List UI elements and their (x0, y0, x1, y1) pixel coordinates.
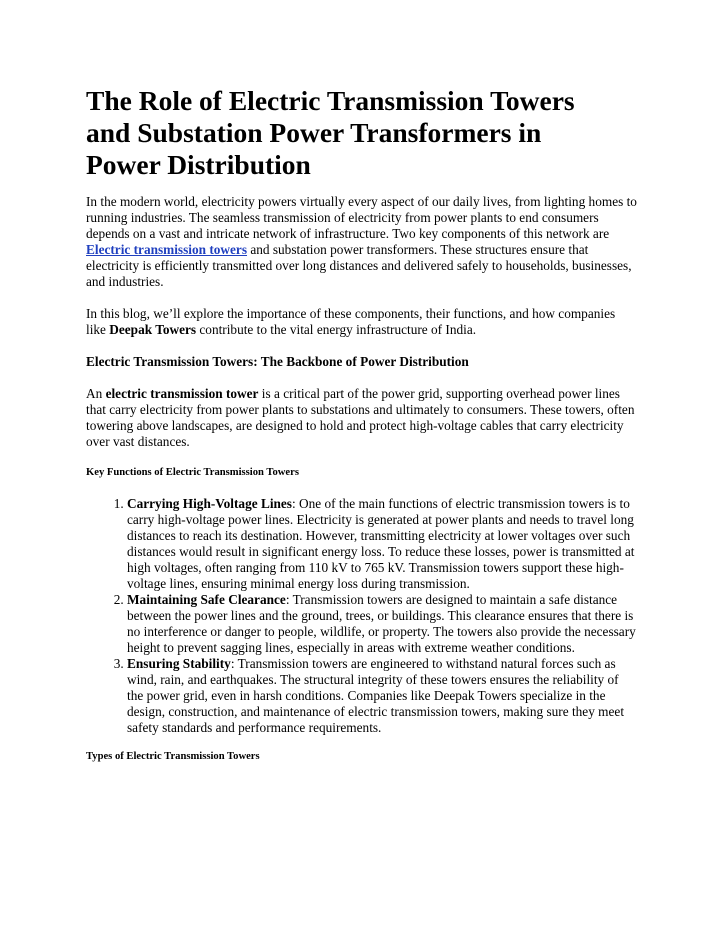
list-item-text: : Transmission towers are engineered to withstand natural forces such as wind, rain, and earthquakes. The structural integrity of these towers ensures the reliability of the power grid, even in harsh conditions. Companies like Deepak Towers specialize in the design, construction, and maintenance of electric transmission towers, making sure they meet safety standards and performance requirements. (127, 656, 625, 735)
blog-overview-paragraph (86, 306, 638, 338)
blog-text-after-bold: contribute to the vital energy infrastructure of India. (196, 322, 477, 337)
tower-text-after-bold: is a critical part of the power grid, supporting overhead power lines that carry electricity from power plants to substations and ultimately to consumers. These towers, often towering above landscapes, are designed to hold and protect high-voltage cables that carry electricity over vast distances. (86, 386, 635, 449)
deepak-towers-bold: Deepak Towers (109, 322, 197, 337)
list-item-title: Carrying High-Voltage Lines (127, 496, 292, 511)
types-heading: Types of Electric Transmission Towers (86, 751, 260, 762)
blog-text-before-bold: In this blog, we’ll explore the importance of these components, their functions, and how companies like (86, 306, 616, 337)
list-item-title: Maintaining Safe Clearance (127, 592, 286, 607)
list-item (127, 656, 638, 736)
intro-text-before-link: In the modern world, electricity powers virtually every aspect of our daily lives, from lighting homes to running industries. The seamless transmission of electricity from power plants to end consumers depends on a vast and intricate network of infrastructure. Two key components of this network are (86, 194, 637, 241)
intro-text-after-link: and substation power transformers. These structures ensure that electricity is efficiently transmitted over long distances and delivered safely to households, businesses, and industries. (86, 242, 632, 289)
list-item-text: : Transmission towers are designed to maintain a safe distance between the power lines and the ground, trees, or buildings. This clearance ensures that there is no interference or danger to people, wildlife, or property. The towers also provide the necessary height to prevent sagging lines, especially in areas with extreme weather conditions. (127, 592, 636, 655)
list-item-text: : One of the main functions of electric transmission towers is to carry high-voltage power lines. Electricity is generated at power plants and needs to travel long distances to reach its destination. However, transmitting electricity at lower voltages over such distances would result in significant energy loss. To reduce these losses, power is transmitted at high voltages, often ranging from 110 kV to 765 kV. Transmission towers support these high-voltage lines, ensuring minimal energy loss during transmission. (127, 496, 635, 591)
list-item (127, 592, 638, 656)
intro-paragraph (86, 194, 638, 290)
list-item (127, 496, 638, 592)
list-item-title: Ensuring Stability (127, 656, 231, 671)
key-functions-heading: Key Functions of Electric Transmission Towers (86, 467, 299, 478)
key-functions-list (86, 496, 638, 736)
tower-text-before-bold: An (86, 386, 106, 401)
page-title: The Role of Electric Transmission Towers and Substation Power Transformers in Power Distribution (86, 85, 575, 180)
transmission-towers-link[interactable]: Electric transmission towers (86, 242, 248, 257)
electric-transmission-tower-bold: electric transmission tower (105, 386, 259, 401)
section-paragraph-tower (86, 386, 638, 450)
section-heading-backbone: Electric Transmission Towers: The Backbone of Power Distribution (86, 354, 469, 369)
